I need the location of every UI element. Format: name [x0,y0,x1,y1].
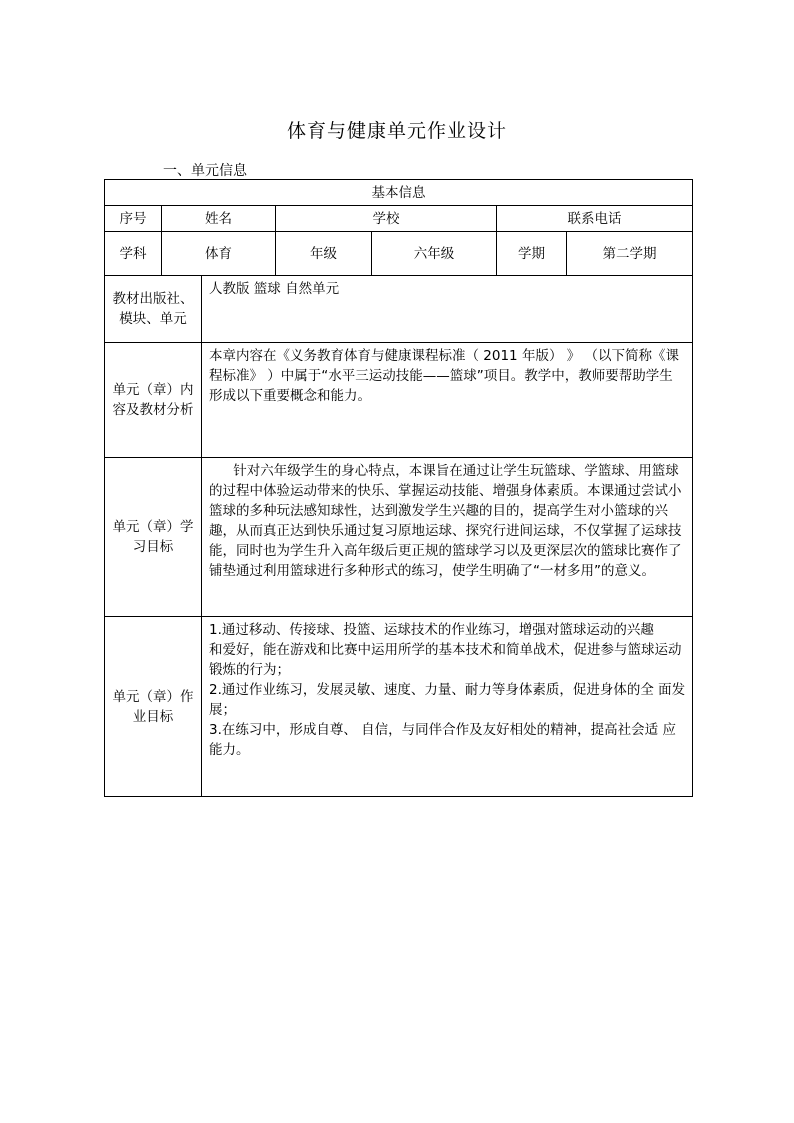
table-row [105,343,693,458]
homework-goal-line: 和爱好，能在游戏和比赛中运用所学的基本技术和简单战术，促进参与篮球运动锻炼的行为； [209,642,682,678]
subject-label: 学科 [105,232,162,276]
homework-goal-line: 1.通过移动、传接球、投篮、运球技术的作业练习，增强对篮球运动的兴趣 [209,622,654,638]
analysis-label: 单元（章）内容及教材分析 [105,343,202,458]
grade-value: 六年级 [372,232,497,276]
publisher-value: 人教版 篮球 自然单元 [202,276,693,343]
learning-goal-text: 针对六年级学生的身心特点，本课旨在通过让学生玩篮球、学篮球、用篮球的过程中体验运动带来的快乐、掌握运动技能、增强身体素质。本课通过尝试小篮球的多种玩法感知球性，达到激发学生兴趣的目的，提高学生对小篮球的兴趣，从而真正达到快乐通过复习原地运球、探究行进间运球，不仅掌握了运球技能，同时也为学生升入高年级后更正规的篮球学习以及更深层次的篮球比赛作了铺垫通过利用篮球进行多种形式的练习，使学生明确了“一材多用”的意义。 [202,458,693,617]
publisher-label: 教材出版社、模块、单元 [105,276,202,343]
homework-goal-label: 单元（章）作业目标 [105,617,202,797]
table-row [105,458,693,617]
learning-goal-label: 单元（章）学习目标 [105,458,202,617]
grade-label: 年级 [276,232,372,276]
phone-label: 联系电话 [497,206,693,232]
homework-goal-line: 2.通过作业练习，发展灵敏、速度、力量、耐力等身体素质，促进身体的全 面发展； [209,682,686,718]
table-row [105,276,693,343]
table-row [105,206,693,232]
subject-value: 体育 [162,232,276,276]
homework-goal-text [202,617,693,797]
term-label: 学期 [497,232,567,276]
section-heading: 一、单元信息 [163,163,247,179]
table-header-row [105,180,693,206]
basic-info-header: 基本信息 [105,180,693,206]
term-value: 第二学期 [567,232,693,276]
seq-label: 序号 [105,206,162,232]
homework-goal-line: 3.在练习中，形成自尊、 自信，与同伴合作及友好相处的精神，提高社会适 应能力。 [209,722,676,758]
table-row [105,232,693,276]
analysis-text: 本章内容在《义务教育体育与健康课程标准（ 2011 年版） 》 （以下简称《课 程标准》 ）中属于“水平三运动技能——篮球”项目。教学中，教师要帮助学生形成以下重要概念和能力。 [202,343,693,458]
document-title: 体育与健康单元作业设计 [286,120,507,142]
unit-info-table [104,179,693,797]
school-label: 学校 [276,206,497,232]
table-row [105,617,693,797]
name-label: 姓名 [162,206,276,232]
